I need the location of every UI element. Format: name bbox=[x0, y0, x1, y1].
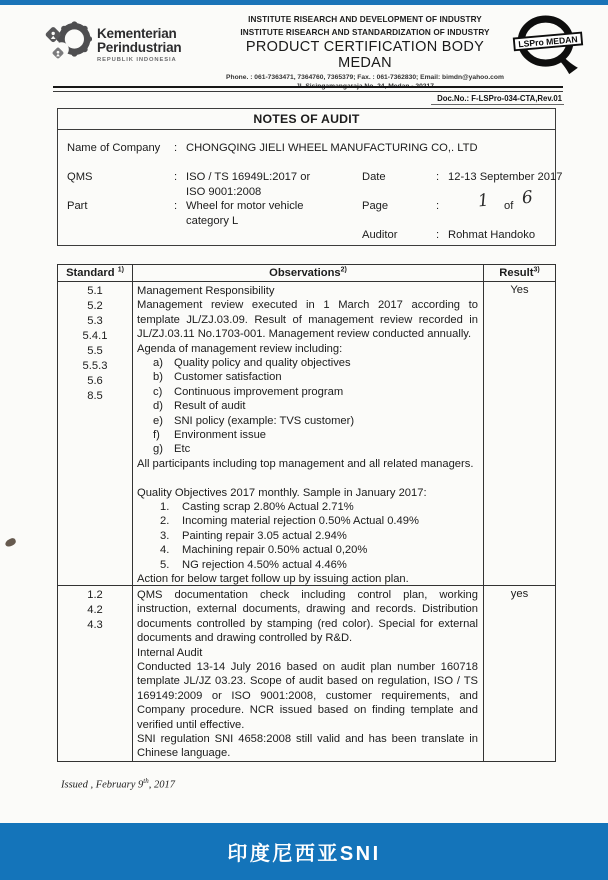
observation-list-item: f) Environment issue bbox=[153, 429, 267, 442]
standard-cell: 5.1 5.2 5.3 5.4.1 5.5 5.5.3 5.6 8.5 bbox=[58, 282, 133, 585]
result-cell: yes bbox=[510, 588, 529, 600]
address-line: Jl. Sisingamangaraja No. 24, Medan - 20217 bbox=[296, 82, 434, 90]
lspro-medan-logo bbox=[508, 12, 588, 78]
audit-table bbox=[57, 264, 556, 762]
institute-line1: INSTITUTE RISEARCH AND DEVELOPMENT OF INDUSTRY bbox=[248, 15, 482, 24]
standard-cell: 1.2 4.2 4.3 bbox=[58, 586, 133, 761]
observation-list-item: c) Continuous improvement program bbox=[153, 385, 344, 398]
box-title: NOTES OF AUDIT bbox=[58, 109, 555, 130]
observation-list-item: g) Etc bbox=[153, 443, 191, 456]
table-row bbox=[58, 282, 555, 586]
date-colon: : bbox=[436, 171, 440, 183]
doc-number: Doc.No.: F-LSPro-034-CTA,Rev.01 bbox=[431, 94, 564, 105]
ministry-name-line1: Kementerian bbox=[97, 26, 177, 41]
part-colon: : bbox=[174, 200, 178, 212]
date-label: Date bbox=[362, 171, 386, 183]
certification-body-name: PRODUCT CERTIFICATION BODY MEDAN bbox=[245, 38, 485, 71]
header-divider bbox=[53, 86, 563, 92]
observation-list-item: e) SNI policy (example: TVS customer) bbox=[153, 414, 355, 427]
observation-line: Agenda of management review including: bbox=[137, 342, 343, 355]
table-header-row bbox=[58, 265, 555, 282]
ministry-gear-icon bbox=[44, 18, 92, 68]
ministry-name bbox=[97, 27, 181, 68]
auditor-value: Rohmat Handoko bbox=[448, 229, 536, 241]
observation-paragraph: QMS documentation check including control plan, working instruction, external documents, drawing and records. Distribution documents controlled by stamping (red color). Special for external documents and drawing controlled by R&D. bbox=[137, 589, 478, 645]
observations-cell bbox=[133, 586, 484, 761]
company-colon: : bbox=[174, 142, 178, 154]
observation-list-item: a) Quality policy and quality objectives bbox=[153, 357, 351, 370]
blank-line bbox=[137, 471, 478, 485]
observation-list-item: 1. Casting scrap 2.80% Actual 2.71% bbox=[160, 501, 354, 514]
observation-paragraph: Conducted 13-14 July 2016 based on audit plan number 160718 template JL/JZ 03.23. Scope of audit based on regulation, ISO / TS 169149:2009 or ISO 9001:2008, customer requirements, and Company procedure. NCR issued based on finding template and verified until effective. bbox=[137, 661, 478, 731]
ministry-logo-block bbox=[44, 18, 222, 68]
footnote-1: 1) bbox=[117, 265, 124, 273]
observation-list-item: 3. Painting repair 3.05 actual 2.94% bbox=[160, 529, 347, 542]
scan-smudge bbox=[4, 537, 17, 548]
observation-paragraph: Management review executed in 1 March 2017 according to template JL/ZJ.03.09. Result of management review recorded in JL/ZJ.03.11 No.1703-001. Management review conducted annually. bbox=[137, 299, 478, 341]
institute-line2: INSTITUTE RISEARCH AND STANDARDIZATION OF INDUSTRY bbox=[240, 27, 490, 37]
observation-paragraph: SNI regulation SNI 4658:2008 still valid and has been translate in Chinese language. bbox=[137, 733, 478, 760]
qms-value-line2: ISO 9001:2008 bbox=[186, 186, 262, 198]
page-label: Page bbox=[362, 200, 389, 212]
observation-line: Internal Audit bbox=[137, 646, 203, 659]
observation-list-item: 5. NG rejection 4.50% actual 4.46% bbox=[160, 558, 347, 571]
banner-text: 印度尼西亚SNI bbox=[227, 843, 381, 865]
observation-line: Quality Objectives 2017 monthly. Sample in January 2017: bbox=[137, 486, 427, 499]
observation-line: All participants including top management and all related managers. bbox=[137, 457, 474, 470]
observation-list-item: b) Customer satisfaction bbox=[153, 371, 282, 384]
observation-line: Management Responsibility bbox=[137, 285, 275, 297]
page-of-label: of bbox=[504, 200, 514, 212]
qms-label: QMS bbox=[67, 171, 93, 183]
result-column-header: Result$^{3)}$ bbox=[499, 265, 540, 279]
observation-line: Action for below target follow up by issuing action plan. bbox=[137, 573, 409, 585]
table-row bbox=[58, 586, 555, 761]
observations-cell bbox=[133, 282, 484, 585]
footnote-3: 3) bbox=[533, 265, 540, 273]
qms-value-line1: ISO / TS 16949L:2017 or bbox=[186, 171, 311, 183]
bottom-banner bbox=[0, 823, 608, 880]
result-cell: Yes bbox=[510, 284, 529, 296]
lspro-logo-text: LSPro MEDAN bbox=[517, 34, 579, 50]
standard-column-header: Standard $^{1)}$ bbox=[58, 265, 133, 281]
auditor-label: Auditor bbox=[362, 229, 398, 241]
part-value-line2: category L bbox=[186, 215, 239, 227]
auditor-colon: : bbox=[436, 229, 440, 241]
issued-date-line: Issued , February 9th, 2017 bbox=[61, 777, 175, 791]
part-value-line1: Wheel for motor vehicle bbox=[186, 200, 304, 212]
organization-header bbox=[222, 15, 508, 90]
ministry-name-line3: REPUBLIK INDONESIA bbox=[97, 56, 177, 63]
ministry-name-line2: Perindustrian bbox=[97, 39, 182, 55]
notes-of-audit-box bbox=[57, 108, 563, 246]
page-total-handwritten: 6 bbox=[520, 187, 534, 209]
observations-column-header: Observations$^{2)}$ bbox=[133, 265, 484, 281]
page-colon: : bbox=[436, 200, 440, 212]
footnote-2: 2) bbox=[340, 265, 347, 273]
company-value: CHONGQING JIELI WHEEL MANUFACTURING CO,. LTD bbox=[186, 142, 478, 154]
company-label: Name of Company bbox=[67, 142, 161, 154]
observation-list-item: d) Result of audit bbox=[153, 400, 246, 413]
date-value: 12-13 September 2017 bbox=[448, 171, 563, 183]
contact-line: Phone. : 061-7363471, 7364760, 7365379; Fax. : 061-7362830; Email: bimdn@yahoo.com bbox=[226, 74, 504, 81]
part-label: Part bbox=[67, 200, 88, 212]
observation-list-item: 4. Machining repair 0.50% actual 0,20% bbox=[160, 544, 368, 557]
letterhead bbox=[44, 12, 588, 90]
observation-list-item: 2. Incoming material rejection 0.50% Actual 0.49% bbox=[160, 515, 419, 528]
page-current-handwritten: 1 bbox=[476, 190, 490, 212]
top-blue-strip bbox=[0, 0, 608, 5]
ordinal-suffix: th bbox=[143, 777, 149, 785]
qms-colon: : bbox=[174, 171, 178, 183]
